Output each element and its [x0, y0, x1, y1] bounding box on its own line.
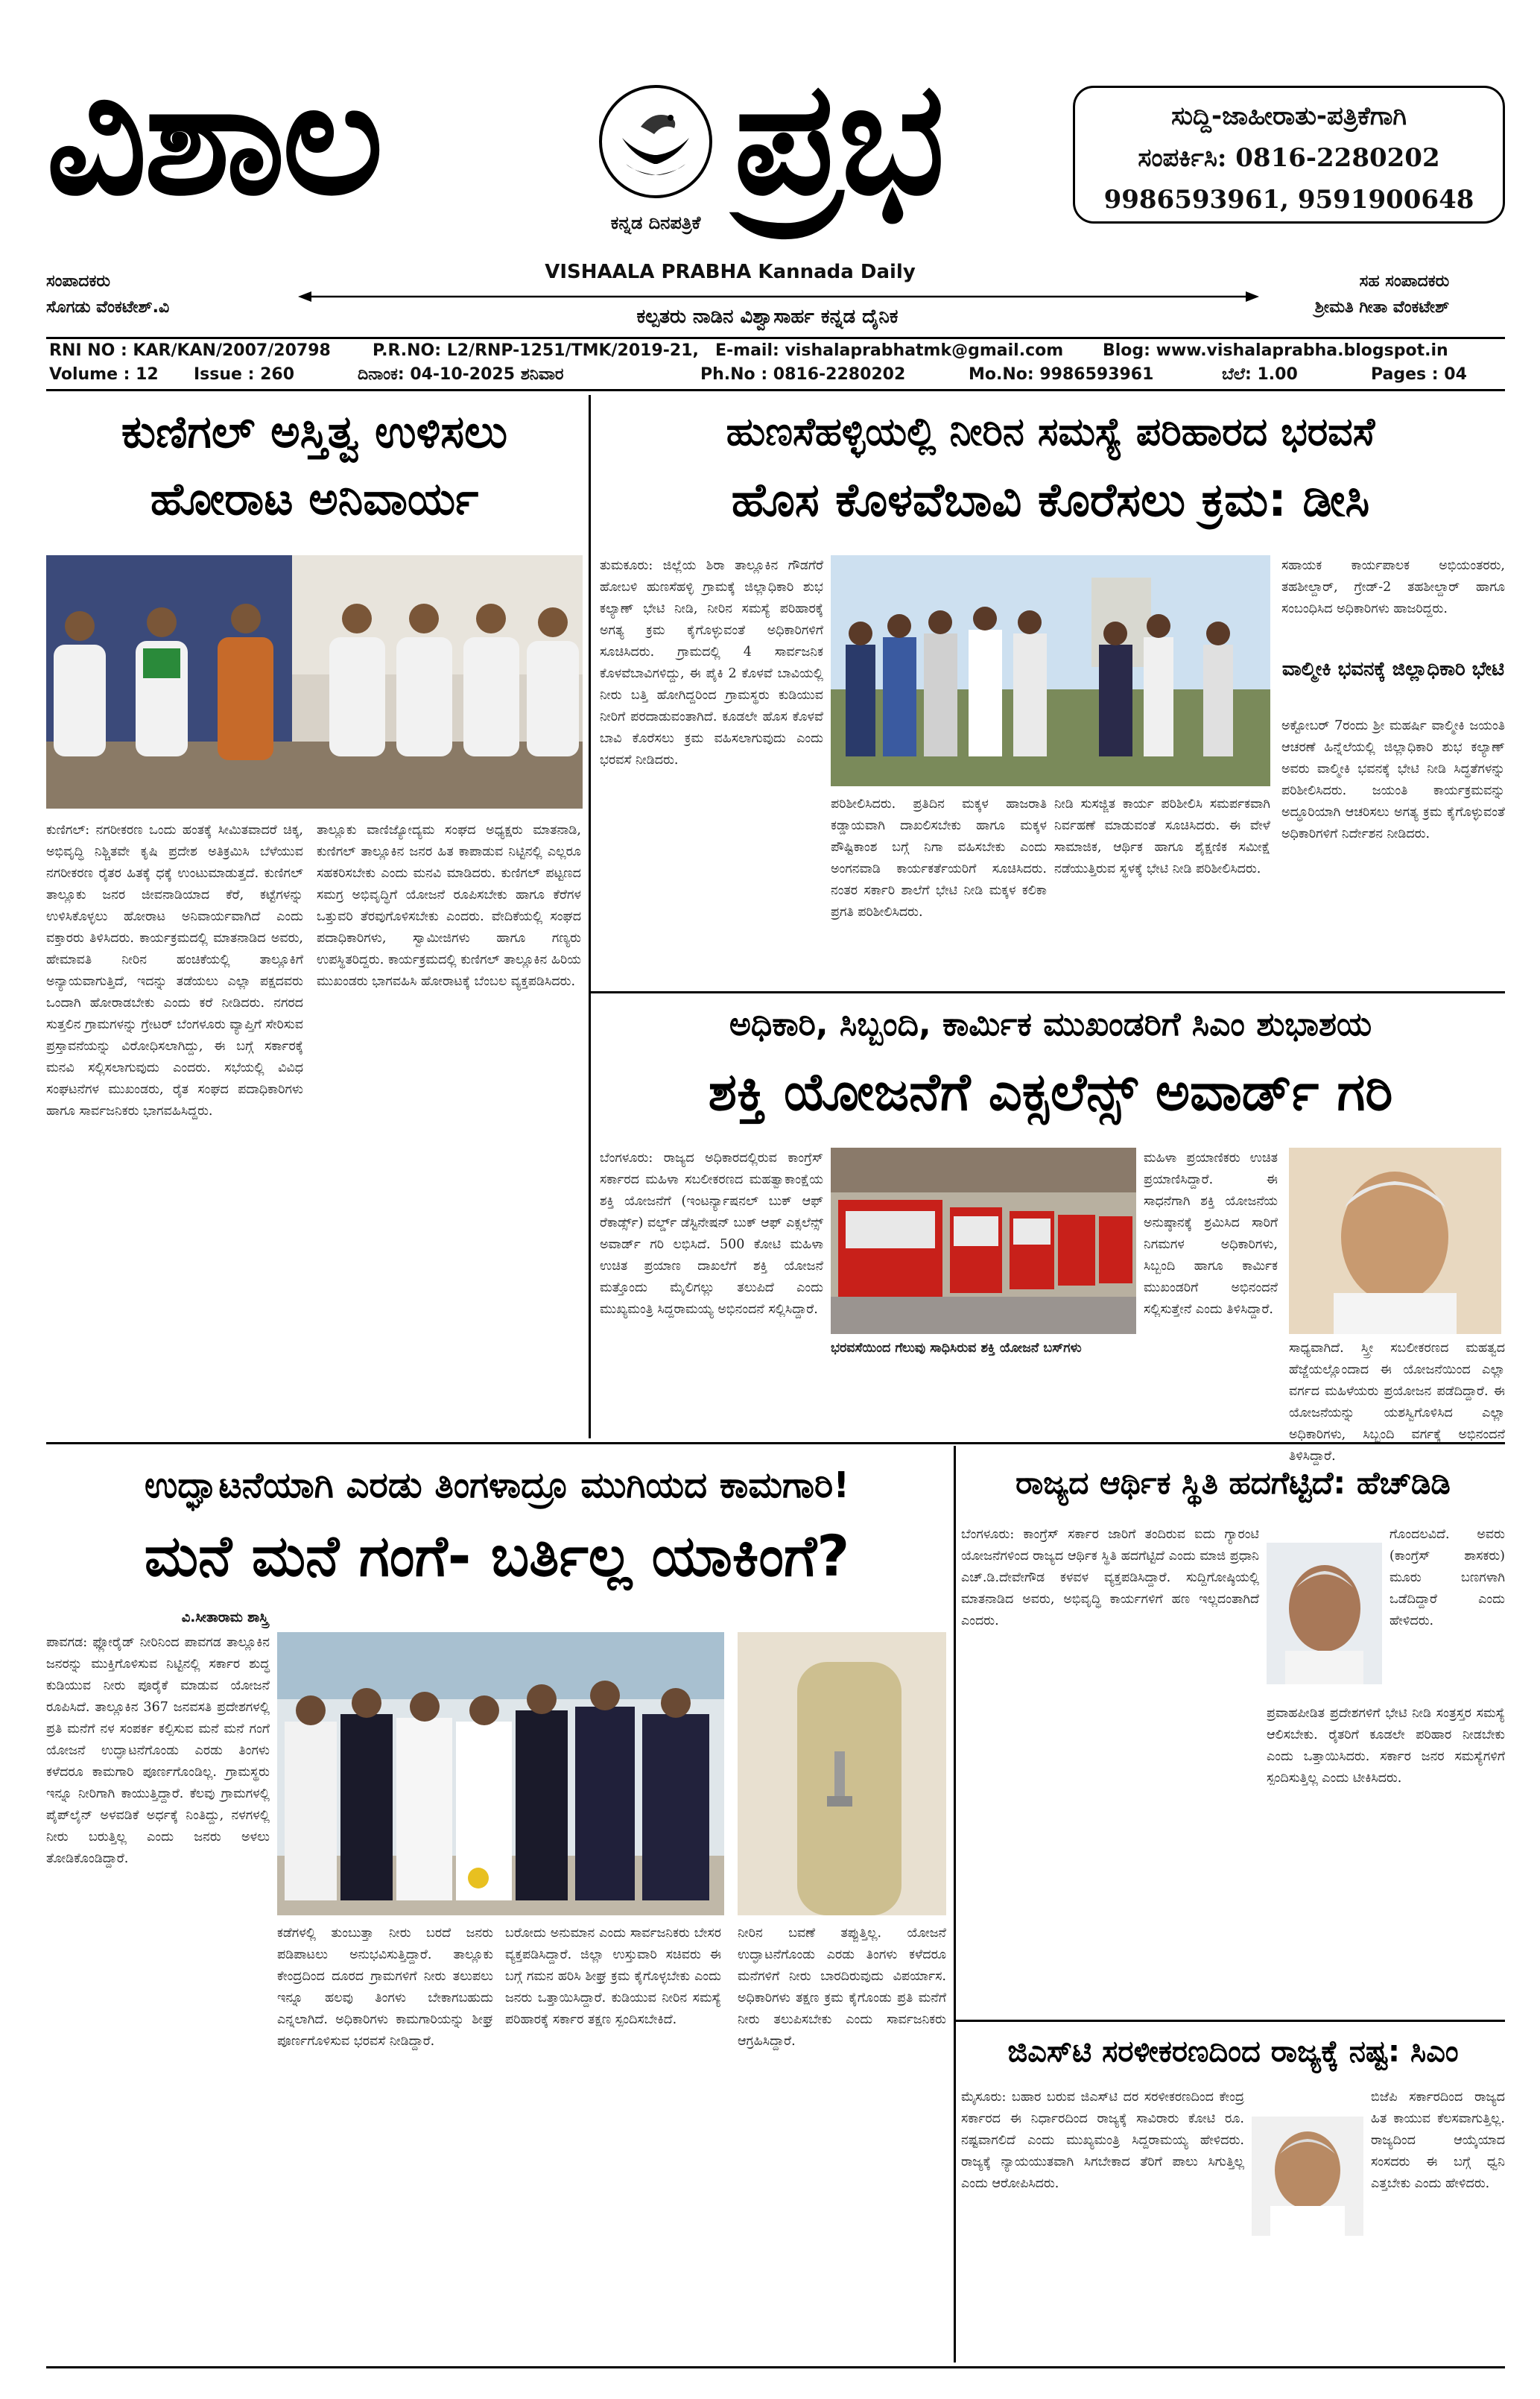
email-address: E-mail: vishalaprabhatmk@gmail.com: [715, 341, 1064, 360]
a5-body-right: ಗೊಂದಲವಿದೆ. ಅವರು (ಕಾಂಗ್ರೆಸ್ ಶಾಸಕರು) ಮೂರು ಬಣಗಳಾಗಿ ಒಡೆದಿದ್ದಾರೆ ಎಂದು ಹೇಳಿದರು.: [1390, 1527, 1505, 1628]
a4-body-mid-1: ಕಡೆಗಳಲ್ಲಿ ತುಂಬುತ್ತಾ ನೀರು ಬರದೆ ಜನರು ಪಡಿಪಾಟಲು ಅನುಭವಿಸುತ್ತಿದ್ದಾರೆ. ತಾಲ್ಲೂಕು ಕೇಂದ್ರದಿಂದ ದೂರದ ಗ್ರಾಮಗಳಿಗೆ ನೀರು ತಲುಪಲು ಇನ್ನೂ ಹಲವು ತಿಂಗಳು ಬೇಕಾಗಬಹುದು ಎನ್ನಲಾಗಿದೆ. ಅಧಿಕಾರಿಗಳು ಕಾಮಗಾರಿಯನ್ನು ಶೀಘ್ರ ಪೂರ್ಣಗೊಳಿಸುವ ಭರವಸೆ ನೀಡಿದ್ದಾರೆ.: [277, 1926, 493, 2049]
tagline: ಕಲ್ಪತರು ನಾಡಿನ ವಿಶ್ವಾಸಾರ್ಹ ಕನ್ನಡ ದೈನಿಕ: [636, 306, 899, 328]
a3-photo-cm: [1289, 1148, 1501, 1334]
a4-body-mid-2: ಬರೋದು ಅನುಮಾನ ಎಂದು ಸಾರ್ವಜನಿಕರು ಬೇಸರ ವ್ಯಕ್ತಪಡಿಸಿದ್ದಾರೆ. ಜಿಲ್ಲಾ ಉಸ್ತುವಾರಿ ಸಚಿವರು ಈ ಬಗ್ಗೆ ಗಮನ ಹರಿಸಿ ಶೀಘ್ರ ಕ್ರಮ ಕೈಗೊಳ್ಳಬೇಕು ಎಂದು ಜನರು ಒತ್ತಾಯಿಸಿದ್ದಾರೆ. ಕುಡಿಯುವ ನೀರಿನ ಸಮಸ್ಯೆ ಪರಿಹಾರಕ್ಕೆ ಸರ್ಕಾರ ತಕ್ಷಣ ಸ್ಪಂದಿಸಬೇಕಿದೆ.: [505, 1926, 721, 2027]
a2-subhead: ವಾಲ್ಮೀಕಿ ಭವನಕ್ಕೆ ಜಿಲ್ಲಾಧಿಕಾರಿ ಭೇಟಿ: [1281, 658, 1505, 680]
price: ಬೆಲೆ: 1.00: [1222, 365, 1298, 384]
pr-number: P.R.NO: L2/RNP-1251/TMK/2019-21,: [373, 341, 699, 360]
issue-date: ದಿನಾಂಕ: 04-10-2025 ಶನಿವಾರ: [358, 365, 564, 384]
a1-photo: [46, 555, 583, 809]
a4-body-right: ನೀರಿನ ಬವಣೆ ತಪ್ಪುತ್ತಿಲ್ಲ. ಯೋಜನೆ ಉದ್ಘಾಟನೆಗೊಂಡು ಎರಡು ತಿಂಗಳು ಕಳೆದರೂ ಮನೆಗಳಿಗೆ ನೀರು ಬಾರದಿರುವುದು ವಿಪರ್ಯಾಸ. ಅಧಿಕಾರಿಗಳು ತಕ್ಷಣ ಕ್ರಮ ಕೈಗೊಂಡು ಪ್ರತಿ ಮನೆಗೆ ನೀರು ತಲುಪಿಸಬೇಕು ಎಂದು ಸಾರ್ವಜನಿಕರು ಆಗ್ರಹಿಸಿದ್ದಾರೆ.: [738, 1926, 946, 2049]
a3-headline-2: ಶಕ್ತಿ ಯೋಜನೆಗೆ ಎಕ್ಸಲೆನ್ಸ್ ಅವಾರ್ಡ್ ಗರಿ: [708, 1061, 1393, 1122]
a2-headline-2: ಹೊಸ ಕೊಳವೆಬಾವಿ ಕೊರೆಸಲು ಕ್ರಮ: ಡೀಸಿ: [731, 472, 1370, 527]
blog-address: Blog: www.vishalaprabha.blogspot.in: [1103, 341, 1448, 360]
a2-body-mid: ಪರಿಶೀಲಿಸಿದರು. ಪ್ರತಿದಿನ ಮಕ್ಕಳ ಹಾಜರಾತಿ ಕಡ್ಡಾಯವಾಗಿ ದಾಖಲಿಸಬೇಕು ಹಾಗೂ ಮಕ್ಕಳ ಪೌಷ್ಟಿಕಾಂಶ ಬಗ್ಗೆ ನಿಗಾ ವಹಿಸಬೇಕು ಎಂದು ಅಂಗನವಾಡಿ ಕಾರ್ಯಕರ್ತೆಯರಿಗೆ ಸೂಚಿಸಿದರು. ನಂತರ ಸರ್ಕಾರಿ ಶಾಲೆಗೆ ಭೇಟಿ ನೀಡಿ ಮಕ್ಕಳ ಕಲಿಕಾ ಪ್ರಗತಿ ಪರಿಶೀಲಿಸಿದರು.: [831, 797, 1047, 920]
mobile-number: Mo.No: 9986593961: [969, 365, 1154, 384]
ad-line-1: ಸುದ್ದಿ-ಜಾಹೀರಾತು-ಪತ್ರಿಕೆಗಾಗಿ: [1171, 101, 1407, 131]
masthead-logo: [596, 82, 715, 201]
a2-body-far: ಸಹಾಯಕ ಕಾರ್ಯಪಾಲಕ ಅಭಿಯಂತರರು, ತಹಶೀಲ್ದಾರ್, ಗ್ರೇಡ್-2 ತಹಶೀಲ್ದಾರ್ ಹಾಗೂ ಸಂಬಂಧಿಸಿದ ಅಧಿಕಾರಿಗಳು ಹಾಜರಿದ್ದರು.: [1281, 558, 1505, 616]
tagline-arrow: [298, 289, 1259, 304]
a1-headline-1: ಕುಣಿಗಲ್ ಅಸ್ತಿತ್ವ ಉಳಿಸಲು: [121, 406, 508, 458]
a3-caption: ಭರವಸೆಯಿಂದ ಗೆಲುವು ಸಾಧಿಸಿರುವ ಶಕ್ತಿ ಯೋಜನೆ ಬಸ್‌ಗಳು: [831, 1341, 1082, 1356]
a2-headline-1: ಹುಣಸೆಹಳ್ಳಿಯಲ್ಲಿ ನೀರಿನ ಸಮಸ್ಯೆ ಪರಿಹಾರದ ಭರವಸೆ: [726, 410, 1375, 455]
issue: Issue : 260: [194, 365, 294, 384]
phone-number: Ph.No : 0816-2280202: [700, 365, 906, 384]
a1-headline-2: ಹೋರಾಟ ಅನಿವಾರ್ಯ: [150, 473, 479, 525]
a4-photo-tap: [738, 1632, 946, 1915]
a2-body-right: ನೀಡಿ ಸುಸಜ್ಜಿತ ಕಾರ್ಯ ಪರಿಶೀಲಿಸಿ ಸಮರ್ಪಕವಾಗಿ ನಿರ್ವಹಣೆ ಮಾಡುವಂತೆ ಸೂಚಿಸಿದರು. ಈ ವೇಳೆ ಸಾಮಾಜಿಕ, ಆರ್ಥಿಕ ಹಾಗೂ ಶೈಕ್ಷಣಿಕ ಸಮೀಕ್ಷೆ ನಡೆಯುತ್ತಿರುವ ಸ್ಥಳಕ್ಕೆ ಭೇಟಿ ನೀಡಿ ಪರಿಶೀಲಿಸಿದರು.: [1054, 797, 1270, 876]
a2-body-far-2: ಅಕ್ಟೋಬರ್ 7ರಂದು ಶ್ರೀ ಮಹರ್ಷಿ ವಾಲ್ಮೀಕಿ ಜಯಂತಿ ಆಚರಣೆ ಹಿನ್ನೆಲೆಯಲ್ಲಿ ಜಿಲ್ಲಾಧಿಕಾರಿ ಶುಭ ಕಲ್ಯಾಣ್ ಅವರು ವಾಲ್ಮೀಕಿ ಭವನಕ್ಕೆ ಭೇಟಿ ನೀಡಿ ಸಿದ್ಧತೆಗಳನ್ನು ಪರಿಶೀಲಿಸಿದರು. ಜಯಂತಿ ಕಾರ್ಯಕ್ರಮವನ್ನು ಅದ್ಧೂರಿಯಾಗಿ ಆಚರಿಸಲು ಅಗತ್ಯ ಕ್ರಮ ಕೈಗೊಳ್ಳುವಂತೆ ಅಧಿಕಾರಿಗಳಿಗೆ ನಿರ್ದೇಶನ ನೀಡಿದರು.: [1281, 718, 1505, 841]
ad-line-2: ಸಂಪರ್ಕಿಸಿ: 0816-2280202: [1138, 143, 1440, 173]
a2-photo: [831, 555, 1270, 786]
a4-body-left: ಪಾವಗಡ: ಫ್ಲೋರೈಡ್ ನೀರಿನಿಂದ ಪಾವಗಡ ತಾಲ್ಲೂಕಿನ ಜನರನ್ನು ಮುಕ್ತಿಗೊಳಿಸುವ ನಿಟ್ಟಿನಲ್ಲಿ ಸರ್ಕಾರ ಶುದ್ಧ ಕುಡಿಯುವ ನೀರು ಪೂರೈಕೆ ಮಾಡುವ ಯೋಜನೆ ರೂಪಿಸಿದೆ. ತಾಲ್ಲೂಕಿನ 367 ಜನವಸತಿ ಪ್ರದೇಶಗಳಲ್ಲಿ ಪ್ರತಿ ಮನೆಗೆ ನಳ ಸಂಪರ್ಕ ಕಲ್ಪಿಸುವ ಮನೆ ಮನೆ ಗಂಗೆ ಯೋಜನೆ ಉದ್ಘಾಟನೆಗೊಂಡು ಎರಡು ತಿಂಗಳು ಕಳೆದರೂ ಕಾಮಗಾರಿ ಪೂರ್ಣಗೊಂಡಿಲ್ಲ. ಗ್ರಾಮಸ್ಥರು ಇನ್ನೂ ನೀರಿಗಾಗಿ ಕಾಯುತ್ತಿದ್ದಾರೆ. ಕೆಲವು ಗ್ರಾಮಗಳಲ್ಲಿ ಪೈಪ್‌ಲೈನ್ ಅಳವಡಿಕೆ ಅರ್ಧಕ್ಕೆ ನಿಂತಿದ್ದು, ನಳಗಳಲ್ಲಿ ನೀರು ಬರುತ್ತಿಲ್ಲ ಎಂದು ಜನರು ಅಳಲು ತೋಡಿಕೊಂಡಿದ್ದಾರೆ.: [46, 1635, 270, 1866]
a5-body-left: ಬೆಂಗಳೂರು: ಕಾಂಗ್ರೆಸ್ ಸರ್ಕಾರ ಜಾರಿಗೆ ತಂದಿರುವ ಐದು ಗ್ಯಾರಂಟಿ ಯೋಜನೆಗಳಿಂದ ರಾಜ್ಯದ ಆರ್ಥಿಕ ಸ್ಥಿತಿ ಹದಗೆಟ್ಟಿದೆ ಎಂದು ಮಾಜಿ ಪ್ರಧಾನಿ ಎಚ್.ಡಿ.ದೇವೇಗೌಡ ಕಳವಳ ವ್ಯಕ್ತಪಡಿಸಿದ್ದಾರೆ. ಸುದ್ದಿಗೋಷ್ಠಿಯಲ್ಲಿ ಮಾತನಾಡಿದ ಅವರು, ಅಭಿವೃದ್ಧಿ ಕಾರ್ಯಗಳಿಗೆ ಹಣ ಇಲ್ಲದಂತಾಗಿದೆ ಎಂದರು.: [961, 1527, 1259, 1628]
logo-caption: ಕನ್ನಡ ದಿನಪತ್ರಿಕೆ: [610, 212, 701, 233]
a6-body-right: ಬಿಜೆಪಿ ಸರ್ಕಾರದಿಂದ ರಾಜ್ಯದ ಹಿತ ಕಾಯುವ ಕೆಲಸವಾಗುತ್ತಿಲ್ಲ. ರಾಜ್ಯದಿಂದ ಆಯ್ಕೆಯಾದ ಸಂಸದರು ಈ ಬಗ್ಗೆ ಧ್ವನಿ ಎತ್ತಬೇಕು ಎಂದು ಹೇಳಿದರು.: [1371, 2090, 1505, 2191]
a4-headline-2: ಮನೆ ಮನೆ ಗಂಗೆ- ಬರ್ತಿಲ್ಲ ಯಾಕಿಂಗೆ?: [144, 1523, 850, 1589]
a6-body-left: ಮೈಸೂರು: ಬಹಾರ ಬರುವ ಜಿಎಸ್‌ಟಿ ದರ ಸರಳೀಕರಣದಿಂದ ಕೇಂದ್ರ ಸರ್ಕಾರದ ಈ ನಿರ್ಧಾರದಿಂದ ರಾಜ್ಯಕ್ಕೆ ಸಾವಿರಾರು ಕೋಟಿ ರೂ. ನಷ್ಟವಾಗಲಿದೆ ಎಂದು ಮುಖ್ಯಮಂತ್ರಿ ಸಿದ್ದರಾಮಯ್ಯ ಹೇಳಿದರು. ರಾಜ್ಯಕ್ಕೆ ನ್ಯಾಯಯುತವಾಗಿ ಸಿಗಬೇಕಾದ ತೆರಿಗೆ ಪಾಲು ಸಿಗುತ್ತಿಲ್ಲ ಎಂದು ಆರೋಪಿಸಿದರು.: [961, 2090, 1244, 2191]
ad-box: [1073, 86, 1505, 224]
coeditor-name: ಶ್ರೀಮತಿ ಗೀತಾ ವೆಂಕಟೇಶ್: [1314, 298, 1450, 317]
a4-headline-1: ಉದ್ಘಾಟನೆಯಾಗಿ ಎರಡು ತಿಂಗಳಾದ್ರೂ ಮುಗಿಯದ ಕಾಮಗಾರಿ!: [144, 1464, 850, 1506]
a3-body-mid: ಮಹಿಳಾ ಪ್ರಯಾಣಿಕರು ಉಚಿತ ಪ್ರಯಾಣಿಸಿದ್ದಾರೆ. ಈ ಸಾಧನೆಗಾಗಿ ಶಕ್ತಿ ಯೋಜನೆಯ ಅನುಷ್ಠಾನಕ್ಕೆ ಶ್ರಮಿಸಿದ ಸಾರಿಗೆ ನಿಗಮಗಳ ಅಧಿಕಾರಿಗಳು, ಸಿಬ್ಬಂದಿ ಹಾಗೂ ಕಾರ್ಮಿಕ ಮುಖಂಡರಿಗೆ ಅಭಿನಂದನೆ ಸಲ್ಲಿಸುತ್ತೇನೆ ಎಂದು ತಿಳಿಸಿದ್ದಾರೆ.: [1144, 1151, 1278, 1317]
english-name: VISHAALA PRABHA Kannada Daily: [545, 261, 916, 283]
masthead-title-left: ವಿಶಾಲ: [46, 45, 381, 230]
a4-byline: ವಿ.ಸೀತಾರಾಮ ಶಾಸ್ತ್ರಿ: [181, 1610, 268, 1625]
a4-photo-inauguration: [277, 1632, 724, 1915]
coeditor-label: ಸಹ ಸಂಪಾದಕರು: [1359, 272, 1450, 291]
a5-photo: [1267, 1543, 1382, 1684]
volume: Volume : 12: [49, 365, 159, 384]
a3-headline-1: ಅಧಿಕಾರಿ, ಸಿಬ್ಬಂದಿ, ಕಾರ್ಮಿಕ ಮುಖಂಡರಿಗೆ ಸಿಎಂ ಶುಭಾಶಯ: [729, 1005, 1372, 1043]
a3-photo-buses: [831, 1148, 1136, 1334]
a1-body-right: ತಾಲ್ಲೂಕು ವಾಣಿಜ್ಯೋದ್ಯಮ ಸಂಘದ ಅಧ್ಯಕ್ಷರು ಮಾತನಾಡಿ, ಕುಣಿಗಲ್ ತಾಲ್ಲೂಕಿನ ಜನರ ಹಿತ ಕಾಪಾಡುವ ನಿಟ್ಟಿನಲ್ಲಿ ಎಲ್ಲರೂ ಸಹಕರಿಸಬೇಕು ಎಂದು ಮನವಿ ಮಾಡಿದರು. ಕುಣಿಗಲ್ ಪಟ್ಟಣದ ಸಮಗ್ರ ಅಭಿವೃದ್ಧಿಗೆ ಯೋಜನೆ ರೂಪಿಸಬೇಕು ಹಾಗೂ ಕೆರೆಗಳ ಒತ್ತುವರಿ ತೆರವುಗೊಳಿಸಬೇಕು ಎಂದರು. ವೇದಿಕೆಯಲ್ಲಿ ಸಂಘದ ಪದಾಧಿಕಾರಿಗಳು, ಸ್ವಾಮೀಜಿಗಳು ಹಾಗೂ ಗಣ್ಯರು ಉಪಸ್ಥಿತರಿದ್ದರು. ಕಾರ್ಯಕ್ರಮದಲ್ಲಿ ಕುಣಿಗಲ್ ತಾಲ್ಲೂಕಿನ ಹಿರಿಯ ಮುಖಂಡರು ಭಾಗವಹಿಸಿ ಹೋರಾಟಕ್ಕೆ ಬೆಂಬಲ ವ್ಯಕ್ತಪಡಿಸಿದರು.: [317, 823, 581, 989]
a6-photo: [1252, 2117, 1363, 2236]
masthead-title-right: ಪ್ರಭ: [734, 45, 942, 230]
a5-body-bottom: ಪ್ರವಾಹಪೀಡಿತ ಪ್ರದೇಶಗಳಿಗೆ ಭೇಟಿ ನೀಡಿ ಸಂತ್ರಸ್ತರ ಸಮಸ್ಯೆ ಆಲಿಸಬೇಕು. ರೈತರಿಗೆ ಕೂಡಲೇ ಪರಿಹಾರ ನೀಡಬೇಕು ಎಂದು ಒತ್ತಾಯಿಸಿದರು. ಸರ್ಕಾರ ಜನರ ಸಮಸ್ಯೆಗಳಿಗೆ ಸ್ಪಂದಿಸುತ್ತಿಲ್ಲ ಎಂದು ಟೀಕಿಸಿದರು.: [1267, 1706, 1505, 1786]
a6-headline: ಜಿಎಸ್‌ಟಿ ಸರಳೀಕರಣದಿಂದ ರಾಜ್ಯಕ್ಕೆ ನಷ್ಟ: ಸಿಎಂ: [1007, 2035, 1459, 2069]
a5-headline: ರಾಜ್ಯದ ಆರ್ಥಿಕ ಸ್ಥಿತಿ ಹದಗೆಟ್ಟಿದೆ: ಹೆಚ್‌ಡಿಡಿ: [1015, 1464, 1451, 1501]
editor-name: ಸೊಗಡು ವೆಂಕಟೇಶ್.ವಿ: [46, 298, 170, 317]
a1-body-left: ಕುಣಿಗಲ್: ನಗರೀಕರಣ ಒಂದು ಹಂತಕ್ಕೆ ಸೀಮಿತವಾದರೆ ಚಿಕ್ಕ, ಅಭಿವೃದ್ಧಿ ನಿಶ್ಚಿತವೇ ಕೃಷಿ ಪ್ರದೇಶ ಅತಿಕ್ರಮಿಸಿ ಬೆಳೆಯುವ ನಗರೀಕರಣ ರೈತರ ಹಿತಕ್ಕೆ ಧಕ್ಕೆ ಉಂಟುಮಾಡುತ್ತದೆ. ಕುಣಿಗಲ್ ತಾಲ್ಲೂಕು ಜನರ ಜೀವನಾಡಿಯಾದ ಕೆರೆ, ಕಟ್ಟೆಗಳನ್ನು ಉಳಿಸಿಕೊಳ್ಳಲು ಹೋರಾಟ ಅನಿವಾರ್ಯವಾಗಿದೆ ಎಂದು ವಕ್ತಾರರು ತಿಳಿಸಿದರು. ಕಾರ್ಯಕ್ರಮದಲ್ಲಿ ಮಾತನಾಡಿದ ಅವರು, ಹೇಮಾವತಿ ನೀರಿನ ಹಂಚಿಕೆಯಲ್ಲಿ ತಾಲ್ಲೂಕಿಗೆ ಅನ್ಯಾಯವಾಗುತ್ತಿದೆ, ಇದನ್ನು ತಡೆಯಲು ಎಲ್ಲಾ ಪಕ್ಷದವರು ಒಂದಾಗಿ ಹೋರಾಡಬೇಕು ಎಂದು ಕರೆ ನೀಡಿದರು. ನಗರದ ಸುತ್ತಲಿನ ಗ್ರಾಮಗಳನ್ನು ಗ್ರೇಟರ್ ಬೆಂಗಳೂರು ವ್ಯಾಪ್ತಿಗೆ ಸೇರಿಸುವ ಪ್ರಸ್ತಾವನೆಯನ್ನು ವಿರೋಧಿಸಲಾಗಿದ್ದು, ಈ ಬಗ್ಗೆ ಸರ್ಕಾರಕ್ಕೆ ಮನವಿ ಸಲ್ಲಿಸಲಾಗುವುದು ಎಂದರು. ಸಭೆಯಲ್ಲಿ ವಿವಿಧ ಸಂಘಟನೆಗಳ ಮುಖಂಡರು, ರೈತ ಸಂಘದ ಪದಾಧಿಕಾರಿಗಳು ಹಾಗೂ ಸಾರ್ವಜನಿಕರು ಭಾಗವಹಿಸಿದ್ದರು.: [46, 823, 303, 1119]
a2-body-left: ತುಮಕೂರು: ಜಿಲ್ಲೆಯ ಶಿರಾ ತಾಲ್ಲೂಕಿನ ಗೌಡಗೆರೆ ಹೋಬಳಿ ಹುಣಸೆಹಳ್ಳಿ ಗ್ರಾಮಕ್ಕೆ ಜಿಲ್ಲಾಧಿಕಾರಿ ಶುಭ ಕಲ್ಯಾಣ್ ಭೇಟಿ ನೀಡಿ, ನೀರಿನ ಸಮಸ್ಯೆ ಪರಿಹಾರಕ್ಕೆ ಅಗತ್ಯ ಕ್ರಮ ಕೈಗೊಳ್ಳುವಂತೆ ಅಧಿಕಾರಿಗಳಿಗೆ ಸೂಚಿಸಿದರು. ಗ್ರಾಮದಲ್ಲಿ 4 ಸಾರ್ವಜನಿಕ ಕೊಳವೆಬಾವಿಗಳಿದ್ದು, ಈ ಪೈಕಿ 2 ಕೊಳವೆ ಬಾವಿಯಲ್ಲಿ ನೀರು ಬತ್ತಿ ಹೋಗಿದ್ದರಿಂದ ಗ್ರಾಮಸ್ಥರು ಕುಡಿಯುವ ನೀರಿಗೆ ಪರದಾಡುವಂತಾಗಿದೆ. ಕೂಡಲೇ ಹೊಸ ಕೊಳವೆ ಬಾವಿ ಕೊರೆಸಲು ಕ್ರಮ ವಹಿಸಲಾಗುವುದು ಎಂದು ಭರವಸೆ ನೀಡಿದರು.: [600, 558, 823, 768]
editor-label: ಸಂಪಾದಕರು: [46, 272, 111, 291]
a3-body-right: ಸಾಧ್ಯವಾಗಿದೆ. ಸ್ತ್ರೀ ಸಬಲೀಕರಣದ ಮಹತ್ವದ ಹೆಜ್ಜೆಯಲ್ಲೊಂದಾದ ಈ ಯೋಜನೆಯಿಂದ ಎಲ್ಲಾ ವರ್ಗದ ಮಹಿಳೆಯರು ಪ್ರಯೋಜನ ಪಡೆದಿದ್ದಾರೆ. ಈ ಯೋಜನೆಯನ್ನು ಯಶಸ್ವಿಗೊಳಿಸಿದ ಎಲ್ಲಾ ಅಧಿಕಾರಿಗಳು, ಸಿಬ್ಬಂದಿ ವರ್ಗಕ್ಕೆ ಅಭಿನಂದನೆ ತಿಳಿಸಿದ್ದಾರೆ.: [1289, 1341, 1505, 1464]
page-count: Pages : 04: [1371, 365, 1467, 384]
ad-line-3: 9986593961, 9591900648: [1103, 185, 1474, 215]
rni-number: RNI NO : KAR/KAN/2007/20798: [49, 341, 331, 360]
a3-body-left: ಬೆಂಗಳೂರು: ರಾಜ್ಯದ ಅಧಿಕಾರದಲ್ಲಿರುವ ಕಾಂಗ್ರೆಸ್ ಸರ್ಕಾರದ ಮಹಿಳಾ ಸಬಲೀಕರಣದ ಮಹತ್ವಾಕಾಂಕ್ಷೆಯ ಶಕ್ತಿ ಯೋಜನೆಗೆ (ಇಂಟರ್ನ್ಯಾಷನಲ್ ಬುಕ್ ಆಫ್ ರೆಕಾರ್ಡ್ಸ್) ವರ್ಲ್ಡ್ ಡೆಸ್ಟಿನೇಷನ್ ಬುಕ್ ಆಫ್ ಎಕ್ಸಲೆನ್ಸ್ ಅವಾರ್ಡ್ ಗರಿ ಲಭಿಸಿದೆ. 500 ಕೋಟಿ ಮಹಿಳಾ ಉಚಿತ ಪ್ರಯಾಣ ದಾಖಲೆಗೆ ಶಕ್ತಿ ಯೋಜನೆ ಮತ್ತೊಂದು ಮೈಲಿಗಲ್ಲು ತಲುಪಿದೆ ಎಂದು ಮುಖ್ಯಮಂತ್ರಿ ಸಿದ್ದರಾಮಯ್ಯ ಅಭಿನಂದನೆ ಸಲ್ಲಿಸಿದ್ದಾರೆ.: [600, 1151, 823, 1317]
